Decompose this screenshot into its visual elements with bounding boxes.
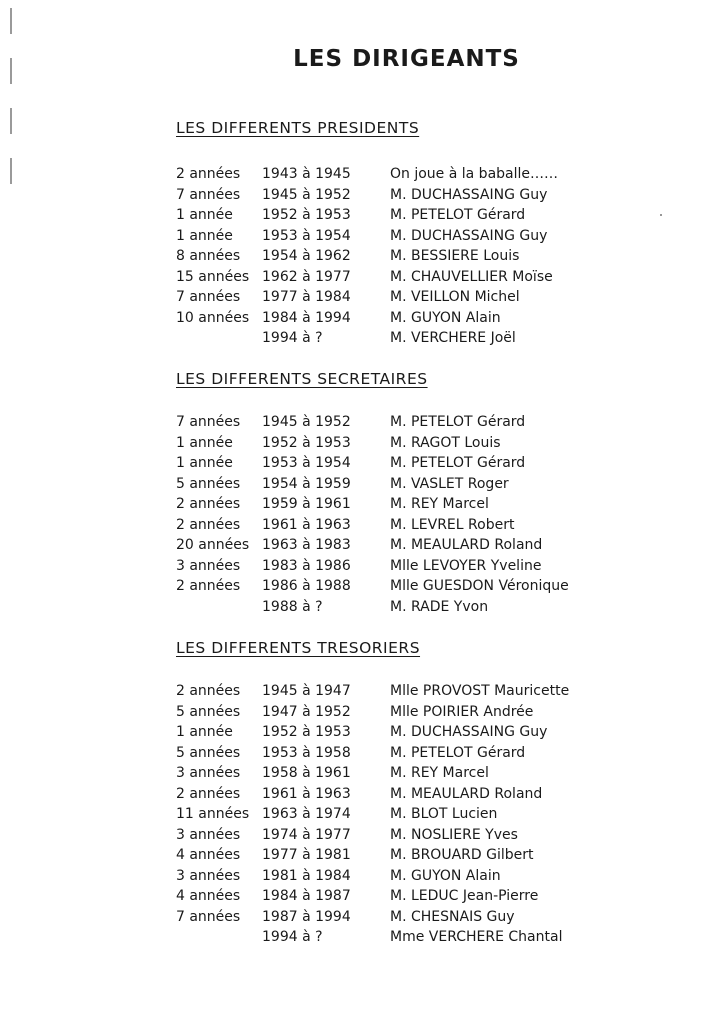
period: 1952 à 1953 <box>262 724 351 740</box>
duration: 2 années <box>176 496 241 512</box>
period: 1961 à 1963 <box>262 516 351 533</box>
duration: 1 année <box>176 434 233 451</box>
list-item <box>0 308 723 329</box>
presidents-list <box>0 164 723 349</box>
list-item <box>0 597 723 618</box>
person-name: M. REY Marcel <box>390 765 489 781</box>
period: 1983 à 1986 <box>262 557 351 574</box>
person-name: M. GUYON Alain <box>390 867 501 884</box>
period: 1945 à 1952 <box>262 186 351 203</box>
period: 1981 à 1984 <box>262 867 351 884</box>
list-item <box>0 164 723 185</box>
duration: 4 années <box>176 847 241 863</box>
list-item <box>0 535 723 556</box>
list-item <box>0 702 723 723</box>
person-name: M. CHESNAIS Guy <box>390 908 515 925</box>
duration: 1 année <box>176 724 233 740</box>
person-name: On joue à la baballe…… <box>390 166 559 182</box>
person-name: Mlle PROVOST Mauricette <box>390 683 570 699</box>
period: 1977 à 1981 <box>262 847 351 863</box>
duration: 3 années <box>176 867 241 884</box>
duration: 3 années <box>176 765 241 781</box>
period: 1959 à 1961 <box>262 496 351 512</box>
list-item <box>0 866 723 887</box>
period: 1954 à 1962 <box>262 248 351 264</box>
duration: 5 années <box>176 744 241 761</box>
period: 1952 à 1953 <box>262 207 351 223</box>
list-item <box>0 246 723 267</box>
list-item <box>0 907 723 928</box>
person-name: M. VEILLON Michel <box>390 289 520 305</box>
person-name: M. GUYON Alain <box>390 309 501 326</box>
person-name: Mlle LEVOYER Yveline <box>390 557 542 574</box>
person-name: M. MEAULARD Roland <box>390 537 543 553</box>
list-item <box>0 927 723 948</box>
duration: 7 années <box>176 414 241 430</box>
period: 1953 à 1954 <box>262 455 351 471</box>
list-item <box>0 494 723 515</box>
list-item <box>0 556 723 577</box>
person-name: M. VASLET Roger <box>390 475 509 492</box>
duration: 2 années <box>176 516 241 533</box>
person-name: Mme VERCHERE Chantal <box>390 929 563 945</box>
period: 1984 à 1987 <box>262 888 351 904</box>
duration: 1 année <box>176 455 233 471</box>
period: 1977 à 1984 <box>262 289 351 305</box>
period: 1961 à 1963 <box>262 785 351 802</box>
person-name: M. PETELOT Gérard <box>390 744 526 761</box>
list-item <box>0 474 723 495</box>
list-item <box>0 722 723 743</box>
period: 1953 à 1954 <box>262 227 351 244</box>
duration: 2 années <box>176 683 241 699</box>
list-item <box>0 328 723 349</box>
duration: 15 années <box>176 268 250 285</box>
period: 1945 à 1947 <box>262 683 351 699</box>
list-item <box>0 845 723 866</box>
person-name: M. DUCHASSAING Guy <box>390 186 548 203</box>
person-name: M. PETELOT Gérard <box>390 414 526 430</box>
period: 1988 à ? <box>262 598 323 615</box>
list-item <box>0 453 723 474</box>
period: 1984 à 1994 <box>262 309 351 326</box>
person-name: M. MEAULARD Roland <box>390 785 543 802</box>
list-item <box>0 681 723 702</box>
list-item <box>0 412 723 433</box>
duration: 5 années <box>176 703 241 720</box>
duration: 2 années <box>176 785 241 802</box>
list-item <box>0 267 723 288</box>
period: 1945 à 1952 <box>262 414 351 430</box>
secretaries-list <box>0 412 723 617</box>
list-item <box>0 185 723 206</box>
page-title: LES DIRIGEANTS <box>293 46 520 72</box>
duration: 11 années <box>176 806 250 822</box>
duration: 7 années <box>176 186 241 203</box>
period: 1963 à 1974 <box>262 806 351 822</box>
list-item <box>0 743 723 764</box>
person-name: Mlle POIRIER Andrée <box>390 703 534 720</box>
duration: 3 années <box>176 826 241 843</box>
duration: 5 années <box>176 475 241 492</box>
person-name: M. VERCHERE Joël <box>390 330 516 346</box>
period: 1986 à 1988 <box>262 578 351 594</box>
list-item <box>0 763 723 784</box>
period: 1962 à 1977 <box>262 268 351 285</box>
list-item <box>0 886 723 907</box>
binder-mark <box>10 8 12 34</box>
section-heading-presidents: LES DIFFERENTS PRESIDENTS <box>176 119 420 137</box>
person-name: M. LEDUC Jean-Pierre <box>390 888 539 904</box>
duration: 3 années <box>176 557 241 574</box>
period: 1994 à ? <box>262 330 323 346</box>
person-name: M. RADE Yvon <box>390 598 489 615</box>
list-item <box>0 287 723 308</box>
duration: 1 année <box>176 227 233 244</box>
person-name: M. DUCHASSAING Guy <box>390 227 548 244</box>
section-heading-treasurers: LES DIFFERENTS TRESORIERS <box>176 639 421 657</box>
period: 1954 à 1959 <box>262 475 351 492</box>
person-name: M. RAGOT Louis <box>390 434 501 451</box>
duration: 20 années <box>176 537 250 553</box>
list-item <box>0 825 723 846</box>
section-heading-secretaries: LES DIFFERENTS SECRETAIRES <box>176 370 428 388</box>
person-name: M. REY Marcel <box>390 496 489 512</box>
period: 1953 à 1958 <box>262 744 351 761</box>
period: 1994 à ? <box>262 929 323 945</box>
list-item <box>0 205 723 226</box>
person-name: M. PETELOT Gérard <box>390 207 526 223</box>
duration: 2 années <box>176 578 241 594</box>
period: 1974 à 1977 <box>262 826 351 843</box>
person-name: M. DUCHASSAING Guy <box>390 724 548 740</box>
person-name: M. BROUARD Gilbert <box>390 847 534 863</box>
duration: 2 années <box>176 166 241 182</box>
person-name: M. CHAUVELLIER Moïse <box>390 268 553 285</box>
period: 1958 à 1961 <box>262 765 351 781</box>
list-item <box>0 515 723 536</box>
period: 1952 à 1953 <box>262 434 351 451</box>
list-item <box>0 433 723 454</box>
person-name: Mlle GUESDON Véronique <box>390 578 569 594</box>
list-item <box>0 784 723 805</box>
binder-mark <box>10 108 12 134</box>
duration: 10 années <box>176 309 250 326</box>
person-name: M. BESSIERE Louis <box>390 248 520 264</box>
duration: 7 années <box>176 289 241 305</box>
period: 1947 à 1952 <box>262 703 351 720</box>
person-name: M. PETELOT Gérard <box>390 455 526 471</box>
duration: 4 années <box>176 888 241 904</box>
treasurers-list <box>0 681 723 948</box>
list-item <box>0 576 723 597</box>
list-item <box>0 804 723 825</box>
person-name: M. LEVREL Robert <box>390 516 515 533</box>
duration: 7 années <box>176 908 241 925</box>
list-item <box>0 226 723 247</box>
period: 1943 à 1945 <box>262 166 351 182</box>
duration: 8 années <box>176 248 241 264</box>
person-name: M. BLOT Lucien <box>390 806 498 822</box>
duration: 1 année <box>176 207 233 223</box>
period: 1963 à 1983 <box>262 537 351 553</box>
person-name: M. NOSLIERE Yves <box>390 826 518 843</box>
period: 1987 à 1994 <box>262 908 351 925</box>
